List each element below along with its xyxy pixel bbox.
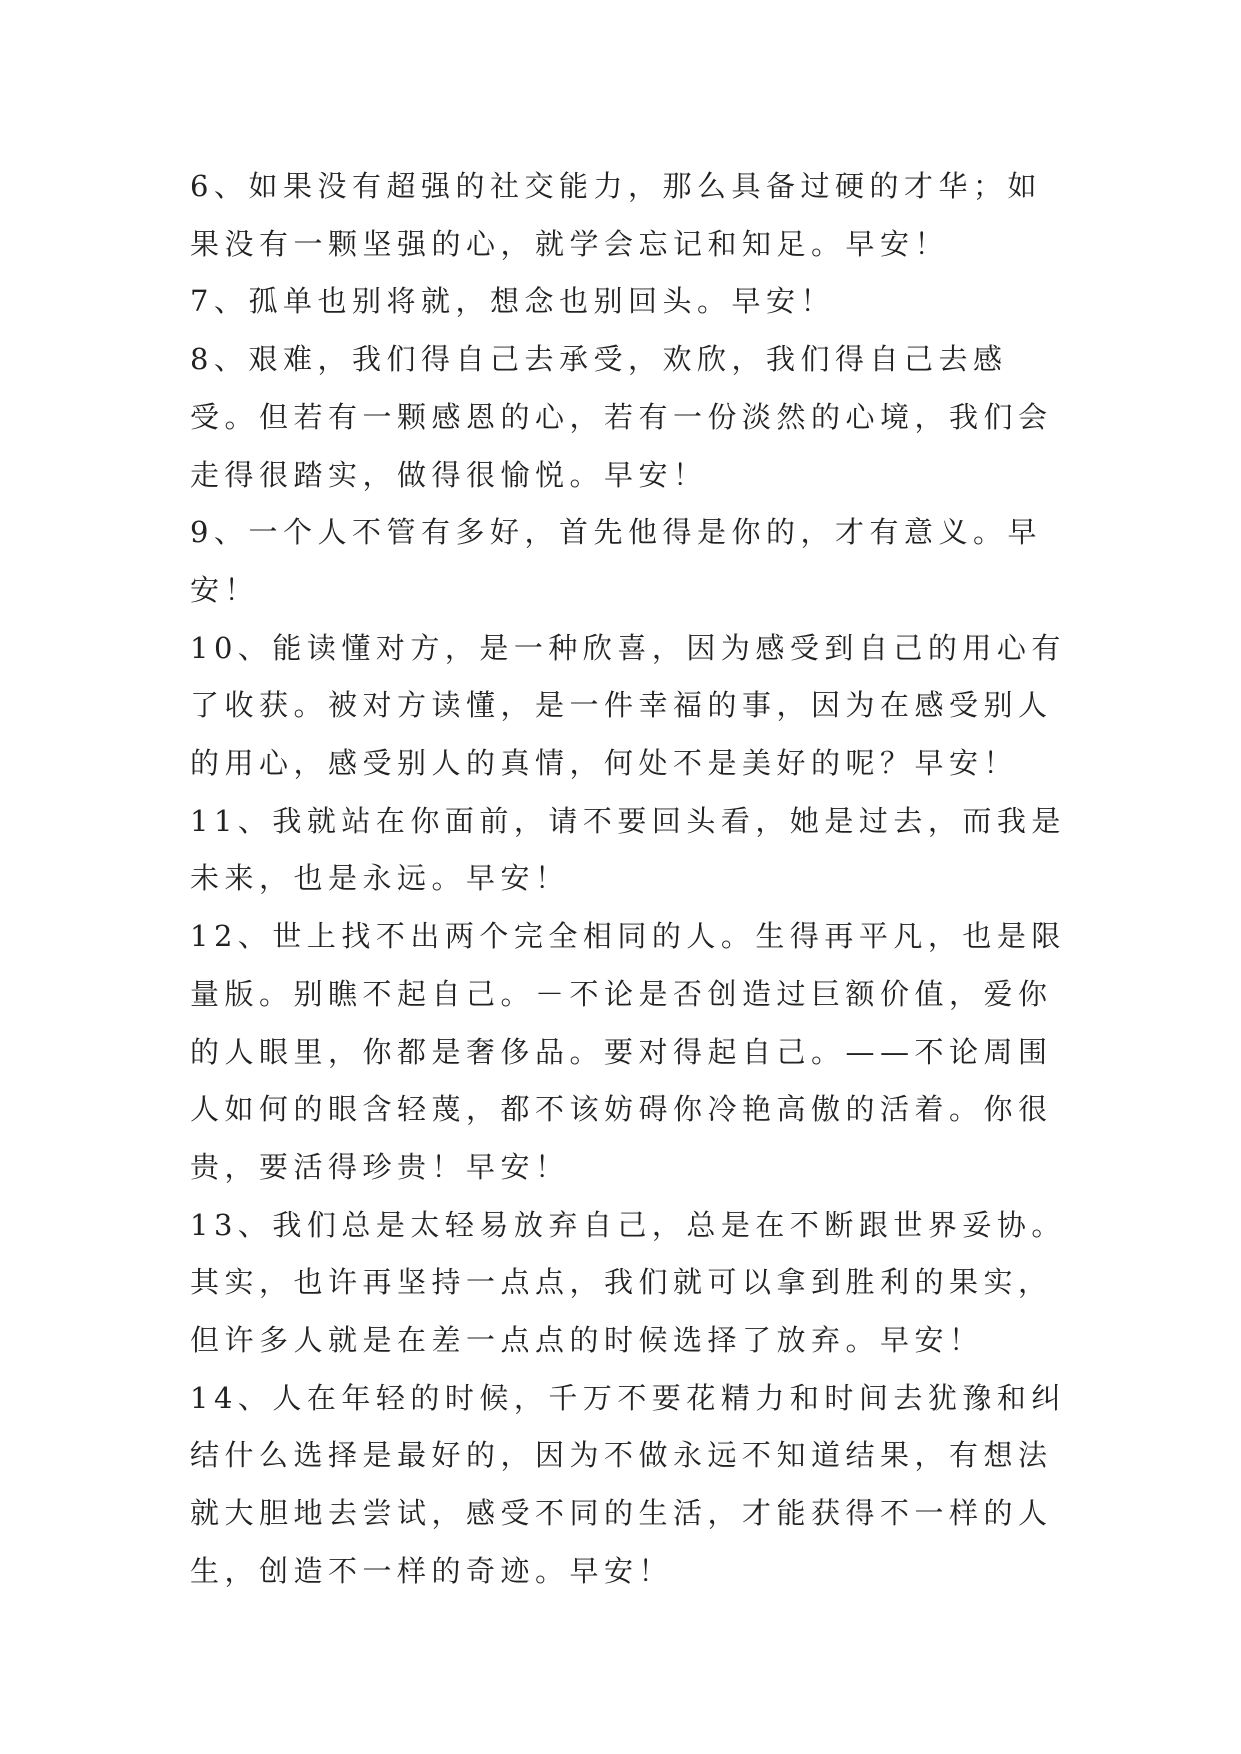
paragraph-10: 10、能读懂对方，是一种欣喜，因为感受到自己的用心有了收获。被对方读懂，是一件幸福的事，因为在感受别人的用心，感受别人的真情，何处不是美好的呢？早安！: [190, 630, 1066, 781]
paragraph-11: 11、我就站在你面前，请不要回头看，她是过去，而我是未来，也是永远。早安！: [190, 803, 1066, 896]
paragraph-6: 6、如果没有超强的社交能力，那么具备过硬的才华；如果没有一颗坚强的心，就学会忘记和知足。早安！: [190, 169, 1042, 261]
paragraph-12: 12、世上找不出两个完全相同的人。生得再平凡，也是限量版。别瞧不起自己。－不论是否创造过巨额价值，爱你的人眼里，你都是奢侈品。要对得起自己。——不论周围人如何的眼含轻蔑，都不该妨碍你冷艳高傲的活着。你很贵，要活得珍贵！早安！: [190, 919, 1066, 1184]
document-body: [190, 158, 1070, 1601]
paragraph-13: 13、我们总是太轻易放弃自己，总是在不断跟世界妥协。其实，也许再坚持一点点，我们就可以拿到胜利的果实，但许多人就是在差一点点的时候选择了放弃。早安！: [190, 1207, 1066, 1358]
paragraph-7: 7、孤单也别将就，想念也别回头。早安！: [190, 284, 835, 319]
paragraph-8: 8、艰难，我们得自己去承受，欢欣，我们得自己去感受。但若有一颗感恩的心，若有一份淡然的心境，我们会走得很踏实，做得很愉悦。早安！: [190, 342, 1053, 492]
paragraph-14: 14、人在年轻的时候，千万不要花精力和时间去犹豫和纠结什么选择是最好的，因为不做永远不知道结果，有想法就大胆地去尝试，感受不同的生活，才能获得不一样的人生，创造不一样的奇迹。早安！: [190, 1380, 1066, 1588]
paragraph-9: 9、一个人不管有多好，首先他得是你的，才有意义。早安！: [190, 515, 1042, 607]
